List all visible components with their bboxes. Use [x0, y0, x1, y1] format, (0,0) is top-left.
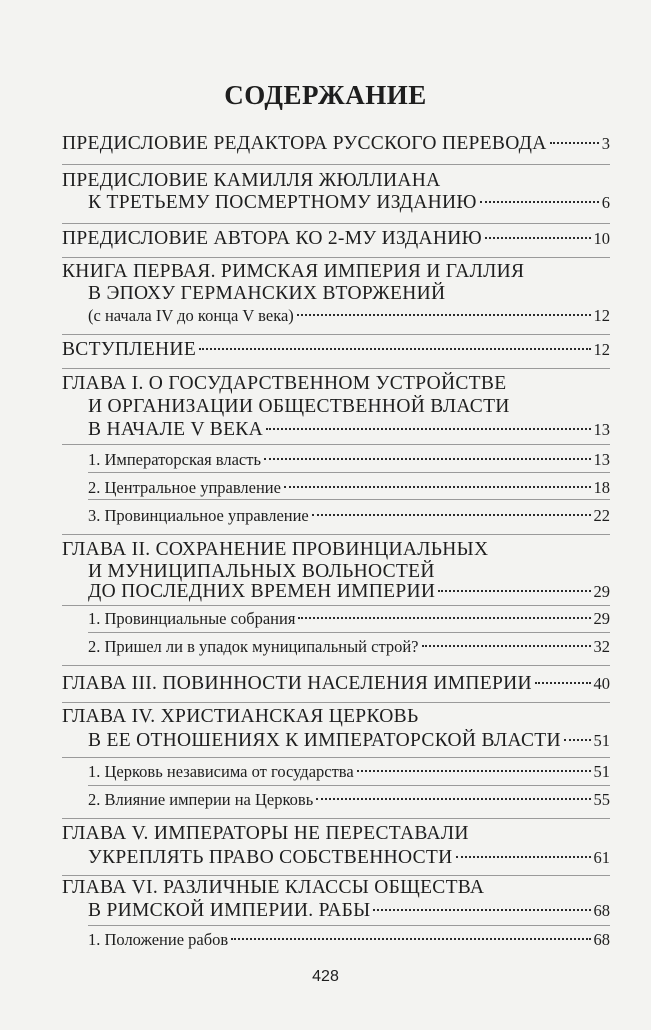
toc-subentry [88, 503, 610, 529]
toc-subentry [88, 634, 610, 660]
toc-leader-dots [231, 938, 590, 940]
toc-leader-dots [550, 142, 599, 144]
toc-leader-dots [284, 486, 591, 488]
toc-entry-title: К ТРЕТЬЕМУ ПОСМЕРТНОМУ ИЗДАНИЮ [88, 192, 477, 213]
separator [62, 534, 610, 535]
separator [88, 785, 610, 786]
toc-leader-dots [438, 590, 590, 592]
toc-entry [88, 190, 610, 216]
toc-subentry-title: 2. Центральное управление [88, 478, 281, 497]
toc-entry [62, 226, 610, 252]
toc-leader-dots [422, 645, 591, 647]
toc-leader-dots [535, 682, 591, 684]
toc-leader-dots [480, 201, 599, 203]
toc-leader-dots [373, 909, 590, 911]
toc-subentry-title: 3. Провинциальное управление [88, 506, 309, 525]
toc-entry-title: ПРЕДИСЛОВИЕ КАМИЛЛЯ ЖЮЛЛИАНА [62, 170, 441, 191]
separator [62, 665, 610, 666]
toc-page-number: 55 [593, 790, 610, 809]
toc-subentry [88, 475, 610, 501]
toc-entry-subtitle: (с начала IV до конца V века) [88, 306, 294, 325]
toc-entry-title: ГЛАВА V. ИМПЕРАТОРЫ НЕ ПЕРЕСТАВАЛИ [62, 823, 469, 844]
toc-entry-title: В ЕЕ ОТНОШЕНИЯХ К ИМПЕРАТОРСКОЙ ВЛАСТИ [88, 730, 561, 751]
separator [62, 368, 610, 369]
toc-entry-title: ПРЕДИСЛОВИЕ АВТОРА КО 2-МУ ИЗДАНИЮ [62, 228, 482, 249]
toc-page-number: 61 [593, 848, 610, 867]
toc-subentry-title: 1. Провинциальные собрания [88, 609, 296, 628]
toc-subentry-title: 1. Императорская власть [88, 450, 261, 469]
separator [62, 164, 610, 165]
separator [88, 472, 610, 473]
toc-page-number: 68 [593, 901, 610, 920]
toc-subentry [88, 759, 610, 785]
toc-page-number: 22 [593, 506, 610, 525]
toc-page-number: 13 [593, 450, 610, 469]
toc-subentry [88, 447, 610, 473]
toc-subentry-title: 1. Церковь независима от государства [88, 762, 354, 781]
toc-leader-dots [264, 458, 591, 460]
toc-entry-title: И МУНИЦИПАЛЬНЫХ ВОЛЬНОСТЕЙ [88, 561, 435, 582]
toc-leader-dots [297, 314, 591, 316]
toc-entry [62, 671, 610, 697]
toc-leader-dots [485, 237, 591, 239]
toc-entry-title: УКРЕПЛЯТЬ ПРАВО СОБСТВЕННОСТИ [88, 847, 453, 868]
toc-leader-dots [564, 739, 591, 741]
page-title: СОДЕРЖАНИЕ [224, 80, 427, 110]
toc-entry-title: ДО ПОСЛЕДНИХ ВРЕМЕН ИМПЕРИИ [88, 581, 436, 602]
toc-entry-title: ГЛАВА I. О ГОСУДАРСТВЕННОМ УСТРОЙСТВЕ [62, 373, 507, 394]
toc-page-number: 18 [593, 478, 610, 497]
toc-page-number: 40 [593, 674, 610, 693]
separator [62, 702, 610, 703]
toc-page-number: 12 [593, 340, 610, 359]
separator [62, 757, 610, 758]
toc-subentry-title: 2. Влияние империи на Церковь [88, 790, 314, 809]
toc-subentry [88, 787, 610, 813]
toc-page-number: 51 [593, 762, 610, 781]
toc-entry [88, 417, 610, 443]
separator [88, 632, 610, 633]
toc-page-number: 6 [601, 193, 610, 212]
toc-page-number: 3 [601, 134, 610, 153]
toc-subentry [88, 606, 610, 632]
toc-subentry-title: 2. Пришел ли в упадок муниципальный строй? [88, 637, 419, 656]
separator [62, 223, 610, 224]
toc-entry-title: И ОРГАНИЗАЦИИ ОБЩЕСТВЕННОЙ ВЛАСТИ [88, 396, 510, 417]
toc-leader-dots [316, 798, 590, 800]
page-number: 428 [312, 968, 339, 985]
toc-page-number: 10 [593, 229, 610, 248]
separator [62, 257, 610, 258]
toc-entry [88, 579, 610, 605]
toc-entry-title: В ЭПОХУ ГЕРМАНСКИХ ВТОРЖЕНИЙ [88, 283, 446, 304]
separator [62, 444, 610, 445]
toc-entry-title: ГЛАВА III. ПОВИННОСТИ НАСЕЛЕНИЯ ИМПЕРИИ [62, 673, 532, 694]
toc-entry [62, 337, 610, 363]
toc-page-number: 68 [593, 930, 610, 949]
separator [62, 818, 610, 819]
toc-page-number: 13 [593, 420, 610, 439]
toc-page-number: 12 [593, 306, 610, 325]
toc-leader-dots [357, 770, 591, 772]
toc-entry [88, 898, 610, 924]
separator [62, 334, 610, 335]
toc-subentry [88, 927, 610, 953]
toc-leader-dots [312, 514, 591, 516]
toc-entry [88, 728, 610, 754]
toc-entry-title: КНИГА ПЕРВАЯ. РИМСКАЯ ИМПЕРИЯ И ГАЛЛИЯ [62, 261, 525, 282]
toc-page-number: 29 [593, 609, 610, 628]
toc-entry [88, 845, 610, 871]
toc-page-number: 29 [593, 582, 610, 601]
toc-page-number: 32 [593, 637, 610, 656]
toc-leader-dots [456, 856, 591, 858]
toc-entry-title: ГЛАВА II. СОХРАНЕНИЕ ПРОВИНЦИАЛЬНЫХ [62, 539, 489, 560]
separator [88, 925, 610, 926]
toc-entry-title: ПРЕДИСЛОВИЕ РЕДАКТОРА РУССКОГО ПЕРЕВОДА [62, 133, 547, 154]
separator [88, 499, 610, 500]
toc-entry-title: В РИМСКОЙ ИМПЕРИИ. РАБЫ [88, 900, 371, 921]
toc-entry [88, 303, 610, 329]
toc-entry-title: ГЛАВА VI. РАЗЛИЧНЫЕ КЛАССЫ ОБЩЕСТВА [62, 877, 485, 898]
toc-entry [62, 131, 610, 157]
toc-leader-dots [298, 617, 590, 619]
toc-leader-dots [199, 348, 590, 350]
toc-entry-title: В НАЧАЛЕ V ВЕКА [88, 419, 263, 440]
toc-page-number: 51 [593, 731, 610, 750]
toc-subentry-title: 1. Положение рабов [88, 930, 229, 949]
toc-entry-title: ГЛАВА IV. ХРИСТИАНСКАЯ ЦЕРКОВЬ [62, 706, 419, 727]
toc-entry-title: ВСТУПЛЕНИЕ [62, 339, 197, 360]
toc-leader-dots [266, 428, 591, 430]
